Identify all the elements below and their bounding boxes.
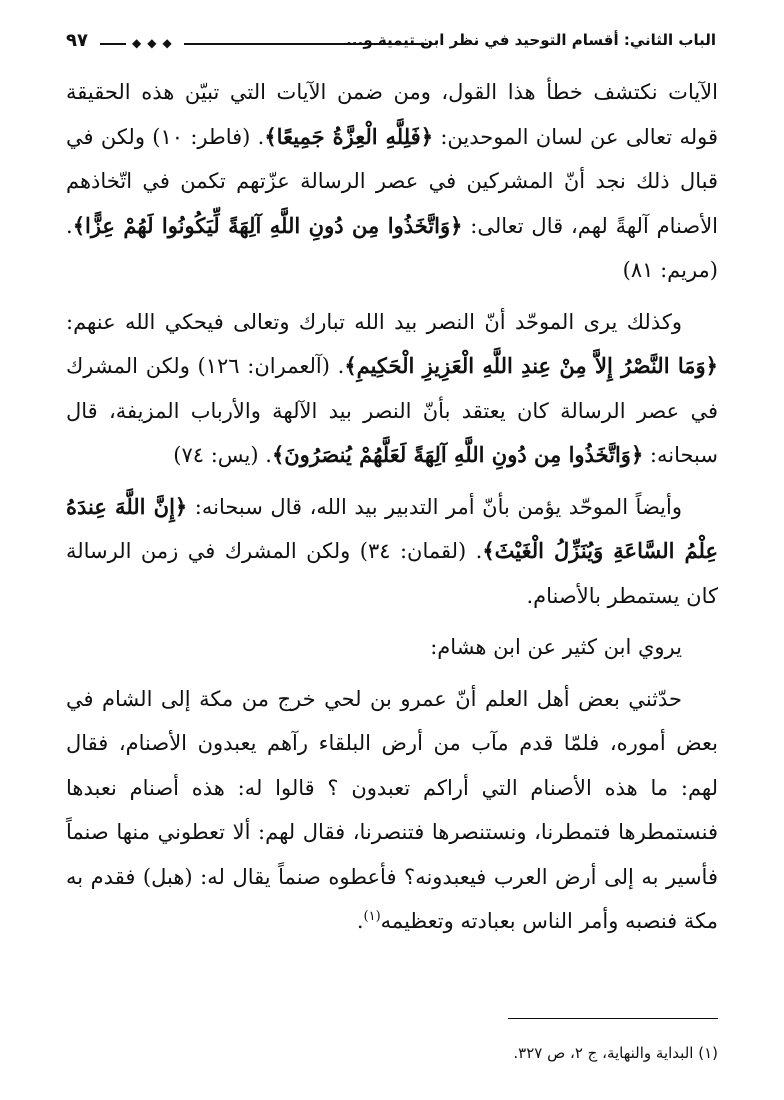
text-run: . (فاطر: ١٠) ولكن في قبال ذلك نجد أنّ المشركين في عصر الرسالة عزّتهم تكمن في اتّخاذهم الأصنام آلهةً لهم، قال تعالى: (66, 124, 719, 238)
text-run: حدّثني بعض أهل العلم أنّ عمرو بن لحي خرج من مكة إلى الشام في بعض أموره، فلمّا قدم مآب من أرض البلقاء رآهم يعبدون الأصنام، فقال لهم: ما هذه الأصنام التي أراكم تعبدون ؟ قالوا له: هذه أصنام نعبدها فنستمطرها فتمطرنا، ونستنصرها فتنصرنا، فقال لهم: ألا تعطوني منها صنماً فأسير به إلى أرض العرب فيعبدونه؟ فأعطوه صنماً يقال له: (هبل) فقدم به مكة فنصبه وأمر الناس بعبادته وتعظيمه (66, 686, 718, 933)
quran-quote: ﴿وَاتَّخَذُوا مِن دُونِ اللَّهِ آلِهَةً لِّيَكُونُوا لَهُمْ عِزًّا﴾ (72, 212, 463, 238)
paragraph (66, 625, 718, 670)
text-run: وأيضاً الموحّد يؤمن بأنّ أمر التدبير بيد الله، قال سبحانه: (187, 494, 682, 519)
quran-quote: ﴿إِنَّ اللَّهَ عِندَهُ عِلْمُ السَّاعَةِ وَيُنَزِّلُ الْغَيْثَ﴾ (66, 493, 718, 563)
text-run: الآيات نكتشف خطأ هذا القول، ومن ضمن الآيات التي تبيّن هذه الحقيقة قوله تعالى عن لسان الموحدين: (66, 80, 718, 149)
footnote-marker: (١) (363, 909, 381, 924)
paragraph (66, 677, 718, 944)
quran-quote: ﴿وَمَا النَّصْرُ إِلاَّ مِنْ عِندِ اللَّهِ الْعَزِيزِ الْحَكِيمِ﴾ (344, 353, 718, 378)
paragraph (66, 485, 718, 619)
text-run: وكذلك يرى الموحّد أنّ النصر بيد الله تبارك وتعالى فيحكي الله عنهم: (66, 309, 682, 334)
header-ornament: ◆◆◆ (126, 36, 184, 50)
footnote-rule (508, 1018, 718, 1019)
text-run: . (لقمان: ٣٤) ولكن المشرك في زمن الرسالة كان يستمطر بالأصنام. (66, 539, 718, 608)
text-run: . (مريم: ٨١) (66, 213, 718, 282)
paragraph (66, 70, 718, 293)
running-header (66, 28, 716, 58)
quran-quote: ﴿وَاتَّخَذُوا مِن دُونِ اللَّهِ آلِهَةً لَعَلَّهُمْ يُنصَرُونَ﴾ (271, 442, 644, 467)
text-run: . (آلعمران: ١٢٦) ولكن المشرك في عصر الرسالة كان يعتقد بأنّ النصر بيد الآلهة والأرباب المزيفة، قال سبحانه: (66, 354, 718, 467)
page-number: ٩٧ (66, 30, 88, 51)
quran-quote: ﴿فَلِلَّهِ الْعِزَّةُ جَمِيعًا﴾ (264, 123, 434, 149)
paragraph (66, 300, 718, 478)
footnote: (١) البداية والنهاية، ج ٢، ص ٣٢٧. (513, 1044, 718, 1062)
text-run: . (يس: ٧٤) (173, 443, 272, 467)
text-run: . (356, 909, 364, 933)
body-text (66, 70, 718, 951)
chapter-title: الباب الثاني: أقسام التوحيد في نظر ابن تيمية و... (346, 31, 716, 49)
text-run: يروي ابن كثير عن ابن هشام: (430, 635, 682, 659)
